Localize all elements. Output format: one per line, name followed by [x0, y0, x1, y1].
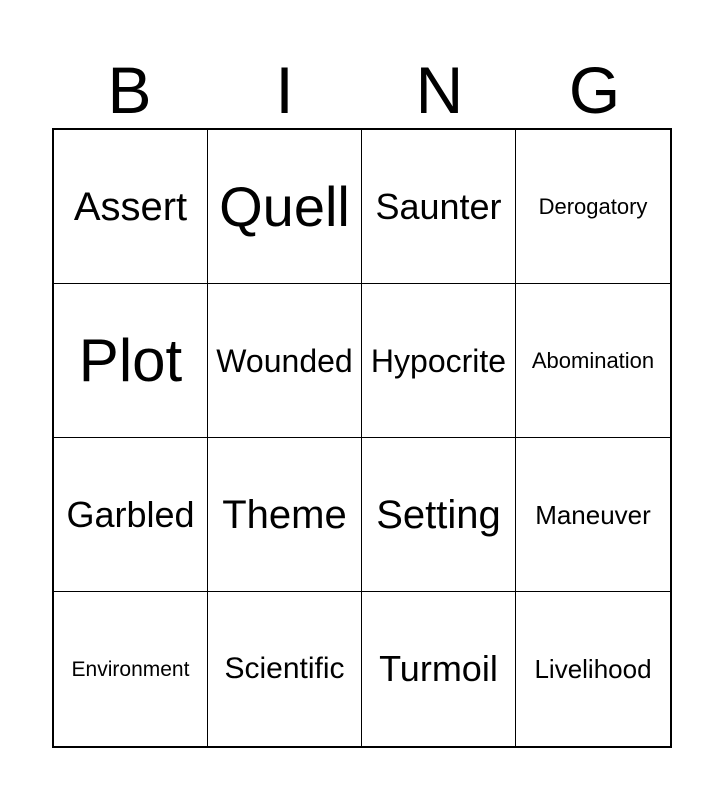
bingo-cell[interactable]: Wounded — [208, 284, 362, 438]
bingo-cell[interactable]: Scientific — [208, 592, 362, 746]
bingo-header — [52, 52, 672, 128]
bingo-cell[interactable]: Livelihood — [534, 654, 652, 684]
bingo-cell[interactable]: Hypocrite — [362, 284, 516, 438]
bingo-cell[interactable]: Garbled — [54, 438, 208, 592]
bingo-cell[interactable]: Turmoil — [362, 592, 516, 746]
bingo-cell[interactable]: Maneuver — [516, 438, 670, 592]
bingo-cell[interactable]: Plot — [54, 284, 208, 438]
bingo-board — [52, 128, 672, 748]
bingo-cell[interactable]: Quell — [208, 130, 362, 284]
bingo-cell[interactable]: Derogatory — [516, 130, 670, 284]
bingo-cell[interactable]: Setting — [362, 438, 516, 592]
header-letter-i: I — [275, 53, 294, 127]
bingo-cell[interactable]: Abomination — [516, 284, 670, 438]
header-letter-n: N — [415, 53, 464, 127]
bingo-cell[interactable]: Saunter — [362, 130, 516, 284]
bingo-cell[interactable]: Assert — [54, 130, 208, 284]
bingo-cell[interactable]: Theme — [208, 438, 362, 592]
header-letter-b: B — [107, 53, 152, 127]
header-letter-g: G — [568, 53, 621, 127]
bingo-cell[interactable]: Environment — [54, 592, 208, 746]
